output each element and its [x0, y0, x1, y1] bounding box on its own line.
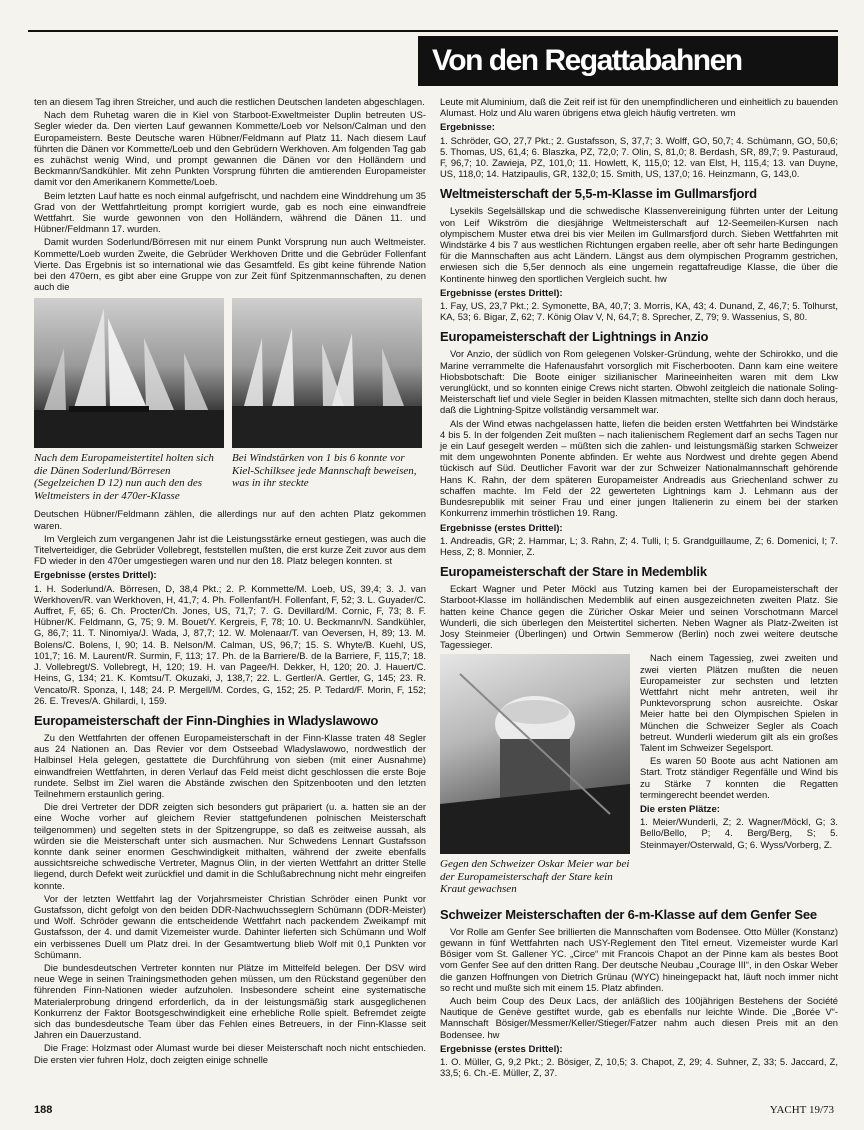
- stare-section: [440, 652, 838, 900]
- paragraph: Die Frage: Holzmast oder Alumast wurde bei dieser Meisterschaft noch nicht entschieden. Die ersten vier fuhren Holz, doch zeigten einige schnelle: [34, 1042, 426, 1065]
- paragraph: Die drei Vertreter der DDR zeigten sich besonders gut präpariert (u. a. hatten sie an der eine Woche vorher auf gleichem Revier stattgefundenen polnischen Meisterschaft teilgenommen) und segelten stets in der Spitzengruppe, so daß es zeitweise aussah, als würden sie die Meisterschaft unter sich ausmachen. Nur Schwedens Lennart Gustafsson konnte dank seiner enormen Geschwindigkeit mithalten, während der zweite ebenfalls aussichtsreiche schwedische Vertreter, Magnus Olin, in der vierten Wettfahrt an dritter Stelle liegend, durch Defekt weit zurückfiel und damit in die Schlußabrechnung nicht mehr eingreifen konnte.: [34, 801, 426, 891]
- results-label: Die ersten Plätze:: [640, 803, 720, 815]
- article-heading: Schweizer Meisterschaften der 6-m-Klasse auf dem Genfer See: [440, 906, 817, 922]
- paragraph: [440, 995, 838, 1040]
- results-text: 1. H. Soderlund/A. Börresen, D, 38,4 Pkt.; 2. P. Kommette/M. Loeb, US, 39,4; 3. J. van Werkhoven/R. van Werkhoven, H, 41,7; 4. Ph. Follenfant/H. Follenfant, F, 52; 3. L. Guyader/C. Auffret, F, 65; 6. Ch. Procter/Ch. Jones, US, 71,7; 7. G. Devillard/M. Cornic, F, 73; 8. F. Hübner/K. Feldmann, G, 75; 9. M. Bouet/Y. Kergreis, F, 78; 10. U. Beckmann/N. Sandkühler, G, 86,7; 11. T. Ninomiya/J. Wada, J, 87,7; 12. W. Molenaar/T. van Oeversen, H, 89; 13. M. Bolens/C. Bolens, I, 90; 14. B. Nelson/M. Calman, US, 96,7; 15. S. Whyte/B. Kuehl, US, 101,7; 16. M. Laurent/R. Surmin, F, 113; 17. Ph. de la Barriere/B. de la Barriere, F, 115,7; 18. J. Vollebregt/S. Vollebregt, H, 120; 19. H. van Pagee/H. Dekker, H, 120; 20. J. Hauert/C. Heins, G, 134; 21. K. Komtsu/T. Okuzaki, J, 138,7; 22. L. Gertler/A. Gertler, G, 145; 23. R. Vencato/R. Sponza, I, 148; 24. P. Mergell/M. Cordes, G, 152; 25. P. Tedard/F. Morin, F, 152; 26. E. Treves/A. Ghilardi, I, 159.: [34, 582, 426, 706]
- magazine-issue: YACHT 19/73: [769, 1104, 834, 1116]
- paragraph-text: Im Vergleich zum vergangenen Jahr ist die Leistungsstärke erneut gestiegen, was auch die Titelverteidiger, die Gebrüder Vollebregt, feststellen mußten, die erst kurze Zeit zuvor aus dem FD wieder in den 470er umgestiegen waren und nur den 18. Platz belegen konnten.: [34, 532, 426, 567]
- paragraph: ten an diesem Tag ihren Streicher, und auch die restlichen Deutschen landeten abgeschlagen.: [34, 96, 425, 107]
- paragraph: Nach dem Ruhetag waren die in Kiel von Starboot-Exweltmeister Duplin betreuten US-Segler wieder da. Den vierten Lauf gewannen Kommette/Loeb vor Nelson/Calman und den Europameistern. Beste Deutsche waren Hübner/Feldmann auf Platz 11. Nach diesem Lauf führten die Dänen vor Kommette/Loeb und den Gebrüdern Werkhoven. Am folgenden Tag gab es zuhächst wenig Wind, und prompt gewannen die Dänen vor den Holländern und Beckmann/Sandkühler. Mit zehn Punkten Vorsprung führten die amtierenden Europameister damit vor den Amerikanern Kommette/Loeb.: [34, 109, 426, 188]
- right-column: [440, 96, 838, 1080]
- photo-oskar-meier: [440, 654, 630, 854]
- results-label: Ergebnisse (erstes Drittel):: [440, 522, 563, 534]
- paragraph: Als der Wind etwas nachgelassen hatte, liefen die beiden ersten Wettfahrten bei Windstärke 4 bis 5. In der folgenden Zeit mußten – nach italienischem Reglement darf an sechs Tagen nur je ein Lauf gesegelt werden – müßten sich die zahlen- und leistungsmäßig starken Schweizer mit dem ungewohnten Ponente abfinden. Er wehte aus Nordwest und drehte gegen Abend tückisch auf Süd. Deutlicher Favorit war der zur Schweizer Nationalmannschaft gehörende Hans K. Rahn, der dem späteren Europameister Andreadis aus Griechenland schwer zu schaffen machte. Im Feld der 22 gewerteten Lightnings kam J. Lehmann aus der Bundesrepublik mit seiner Frau und einer jungen Italienerin zu einem bei der starken Konkurrenz immerhin tröstlichen 19. Rang.: [440, 417, 838, 519]
- author-initials: st: [384, 555, 393, 567]
- paragraph: Vor der letzten Wettfahrt lag der Vorjahrsmeister Christian Schröder einen Punkt vor Gustafsson, dicht gefolgt von den beiden DDR-Nachwuchsseglern Schümann (DDR-Meister) und Wolf. Schröder gewann die entscheidende Wettfahrt nach packendem Zweikampf mit Gustafsson, der 4. und damit Vizemeister wurde. Dahinter lieferten sich Schümann und Wolf ein verbissenes Duell um Platz drei. In der Gesamtwertung blieb Wolf mit 0,1 Punkten vor Schümann.: [34, 892, 426, 960]
- author-initials: wm: [720, 107, 736, 119]
- top-rule: [28, 30, 838, 32]
- photo-row: [34, 298, 426, 448]
- caption-row: [34, 452, 426, 502]
- paragraph: Beim letzten Lauf hatte es noch einmal aufgefrischt, und nachdem eine Winddrehung um 35 Grad von der Wettfahrtleitung prompt korrigiert wurde, gab es noch eine einwandfreie Wettfahrt. Sie wurde gewonnen von den Holländern, während die Dänen 11. und Hübner/Feldmann 17. wurden.: [34, 189, 427, 235]
- photo-470-sailboats-left: [34, 298, 224, 448]
- results-label: Ergebnisse (erstes Drittel):: [440, 1043, 563, 1055]
- photo-caption: Gegen den Schweizer Oskar Meier war bei der Europameisterschaft der Stare kein Kraut gewachsen: [440, 858, 630, 896]
- author-initials: hw: [654, 272, 667, 284]
- paragraph: [440, 96, 838, 118]
- photo-caption: Nach dem Europameistertitel holten sich die Dänen Soderlund/Börresen (Segelzeichen D 12) nun auch den des Weltmeisters in der 470er-Klasse: [34, 452, 214, 502]
- paragraph: Vor Rolle am Genfer See brillierten die Mannschaften vom Bodensee. Otto Müller (Konstanz) gewann in fünf Wettfahrten nach USY-Reglement den Titel erneut. Vizemeister wurde Karl Bösiger vom St. Gallener YC. „Circe“ mit Francois Chapot an der Pinne kam als bestes Boot vom Genfer See auf den dritten Rang. Der deutsche Neubau „Courage III“, in den Oskar Weber die ganzen Hoffnungen von Dietrich Grünau (WYC) hineingepackt hat, läuft noch immer nicht so recht und mußte sich mit einem 15. Platz abfinden.: [440, 925, 838, 993]
- results-text: 1. Andreadis, GR; 2. Hammar, L; 3. Rahn, Z; 4. Tulli, I; 5. Grandguillaume, Z; 6. Domenici, I; 7. Hess, Z; 8. Monnier, Z.: [440, 534, 838, 557]
- paragraph-text: Lysekils Segelsällskap und die schwedische Klassenvereinigung führten unter der Leitung von Leif Wikström die diesjährige Weltmeisterschaft auf 12-Seemeilen-Kursen nach olympischem Muster etwa drei bis vier Meilen im Gullmarsfjord durch. Sieben Wettfahrten mit Windstärke 4 bis 7 aus westlichen Richtungen ergaben reelle, aber oft sehr harte Bedingungen für die Mannschaften aus acht Ländern. Längst aus dem olympischen Programm gestrichen, erwiesen sich die 5,5er dennoch als eine ungemein regattafreudige Klasse, die über die Kontinente hinweg den sportlichen Vergleich sucht.: [440, 205, 838, 284]
- results-label: Ergebnisse:: [440, 122, 495, 134]
- photo-470-sailboats-right: [232, 298, 422, 448]
- paragraph-text: Auch beim Coup des Deux Lacs, der anläßlich des 100jährigen Bestehens der Société Nautique de Genève gestiftet wurde, gab es ebenfalls nur leichte Winde. Die „Borée V“-Mannschaft Bösiger/Messmer/Keller/Stieger/Fatzer nahm auch diesen Preis mit an den Bodensee.: [440, 995, 838, 1040]
- page-number: 188: [34, 1104, 53, 1116]
- paragraph: [440, 205, 838, 283]
- results-text: 1. Fay, US, 23,7 Pkt.; 2. Symonette, BA, 40,7; 3. Morris, KA, 43; 4. Dunand, Z, 46,7; 5. Tolhurst, KA, 53; 6. Bigar, Z, 62; 7. König Olav V, N, 64,7; 8. Sprecher, Z, 79; 9. Wassenius, S, 80.: [440, 300, 838, 323]
- photo-caption: Bei Windstärken von 1 bis 6 konnte vor Kiel-Schilksee jede Mannschaft beweisen, was in ihr steckte: [232, 452, 417, 490]
- left-column: [34, 96, 426, 1067]
- paragraph: [34, 533, 426, 567]
- paragraph: Es waren 50 Boote aus acht Nationen am Start. Trotz ständiger Regenfälle und Wind bis zu Stärke 7 konnten die Regatten termingerecht beendet werden.: [640, 755, 838, 800]
- author-initials: hw: [487, 1028, 500, 1040]
- paragraph: Eckart Wagner und Peter Möckl aus Tutzing kamen bei der Europameisterschaft der Starboot-Klasse im holländischen Medemblik auf einen ausgezeichneten zweiten Platz. Sie hatten keine Chance gegen die Züricher Oskar Meier und seinen Vorschotmann Marcel Wunderli, die sich überlegen den Meistertitel sicherten. Neben Wagner als Platz-Zweiten ist Josy Steinmeier (Überlingen) und Ortwin Semmerow (Berlin) noch zwei weitere deutsche Tagessieger.: [440, 583, 838, 651]
- paragraph: Deutschen Hübner/Feldmann zählen, die allerdings nur auf den achten Platz gekommen waren.: [34, 508, 426, 531]
- paragraph: Zu den Wettfahrten der offenen Europameisterschaft in der Finn-Klasse traten 48 Segler aus 24 Nationen an. Das Revier vor dem Ostseebad Wladyslawowo, nordwestlich der Halbinsel Hela gelegen, gestattete die Durchführung von sieben (mit einer Ausnahme) einwandfreien Wettfahrten, in deren Verlauf das Feld meist dicht geschlossen die erste Boje rundete. Selbst im Ziel waren die Abstände zwischen den Spitzenbooten und den letzten Teilnehmern erstaunlich gering.: [34, 731, 426, 799]
- section-masthead: Von den Regattabahnen: [418, 36, 838, 86]
- article-heading: Europameisterschaft der Lightnings in Anzio: [440, 329, 709, 345]
- paragraph: Vor Anzio, der südlich von Rom gelegenen Volsker-Gründung, wehte der Schirokko, und die Marine verrammelte die Hafenausfahrt vorsorglich mit Fischerbooten. Dann kam eine weitere Hiobsbotschaft: Die Boote einiger sizilianischer Marineeinheiten waren mit dem Lkw verunglückt, und so konnten einige Crews nicht starten. Obwohl zeitgleich die nationale Soling-Meisterschaft lief und viele Segler in beiden Klassen mitmachten, stellte sich dann doch heraus, daß die Lightning-Spitze vollständig versammelt war.: [440, 348, 838, 416]
- article-heading: Europameisterschaft der Stare in Medemblik: [440, 564, 707, 580]
- results-text: 1. Meier/Wunderli, Z; 2. Wagner/Möckl, G; 3. Bello/Bello, P; 4. Berg/Berg, S; 5. Steinmayer/Osterwald, G; 6. Wyss/Vorberg, Z.: [640, 816, 838, 850]
- paragraph: Nach einem Tagessieg, zwei zweiten und zwei vierten Plätzen mußten die neuen Europameister zur sechsten und letzten Wettfahrt nicht mehr antreten, weil ihr Punktevorsprung schon ausreichte. Oskar Meier hatte bei den Olympischen Spielen in München die Schweizer Segler als Coach betreut. Wunderli wiederum gilt als ein großes Talent im Schweizer Segelsport.: [640, 652, 838, 753]
- paragraph: Damit wurden Soderlund/Börresen mit nur einem Punkt Vorsprung nun auch Weltmeister. Kommette/Loeb wurden Zweite, die Gebrüder Werkhoven Dritte und die Gebrüder Follenfant Vierte. Das Ergebnis ist so international wie das Gesamtfeld. Es gibt keine führende Nation bei den 470ern, es gibt aber eine Gruppe von zur Zeit fünf Spitzenmannschaften, zu denen auch die: [34, 236, 426, 293]
- results-label: Ergebnisse (erstes Drittel):: [34, 570, 157, 582]
- paragraph: Die bundesdeutschen Vertreter konnten nur Plätze im Mittelfeld belegen. Der DSV wird neue Wege in seinen Trainingsmethoden gehen müssen, um den Rückstand gegenüber den führenden Finn-Nationen wieder aufzuholen. Insbesondere scheint eine systematische Materialerprobung dringend erforderlich, da in der leistungsmäßig stark ausgeglichenen Konkurrenz der Faktor Bootsgeschwindigkeit eine erhebliche Rolle spielt. Befremdet zeigte sich das bundesdeutsche Team über das Fehlen eines Betreuers, in der Finn-Klasse seit Jahren ein Dauerzustand.: [34, 961, 426, 1041]
- article-heading: Weltmeisterschaft der 5,5-m-Klasse im Gullmarsfjord: [440, 186, 757, 202]
- results-label: Ergebnisse (erstes Drittel):: [440, 287, 563, 299]
- paragraph-text: Leute mit Aluminium, daß die Zeit reif ist für den unempfindlicheren und einheitlich zu bauenden Alumast. Holz und Alu waren übrigens etwa gleich häufig vertreten.: [440, 96, 838, 119]
- article-heading: Europameisterschaft der Finn-Dinghies in Wladyslawowo: [34, 712, 379, 728]
- results-text: 1. O. Müller, G, 9,2 Pkt.; 2. Bösiger, Z, 10,5; 3. Chapot, Z, 29; 4. Suhner, Z, 33; 5. Jaccard, Z, 33,5; 6. Ch.-E. Müller, Z, 37.: [440, 1056, 838, 1079]
- results-text: 1. Schröder, GO, 27,7 Pkt.; 2. Gustafsson, S, 37,7; 3. Wolff, GO, 50,7; 4. Schümann, GO, 50,6; 5. Thomas, US, 61,4; 6. Blaszka, PZ, 72,0; 7. Olin, S, 81,0; 8. Berdash, SR, 89,7; 9. Pasturaud, F, 96,7; 10. Zawieja, PZ, 101,0; 11. Howlett, K, 115,0; 12. van Elst, H, 115,4; 13. van Duyne, US, 118,0; 14. Hatzipaulis, GR, 132,0; 15. Smith, US, 137,0; 16. Heinzmann, G, 143,0.: [440, 134, 838, 180]
